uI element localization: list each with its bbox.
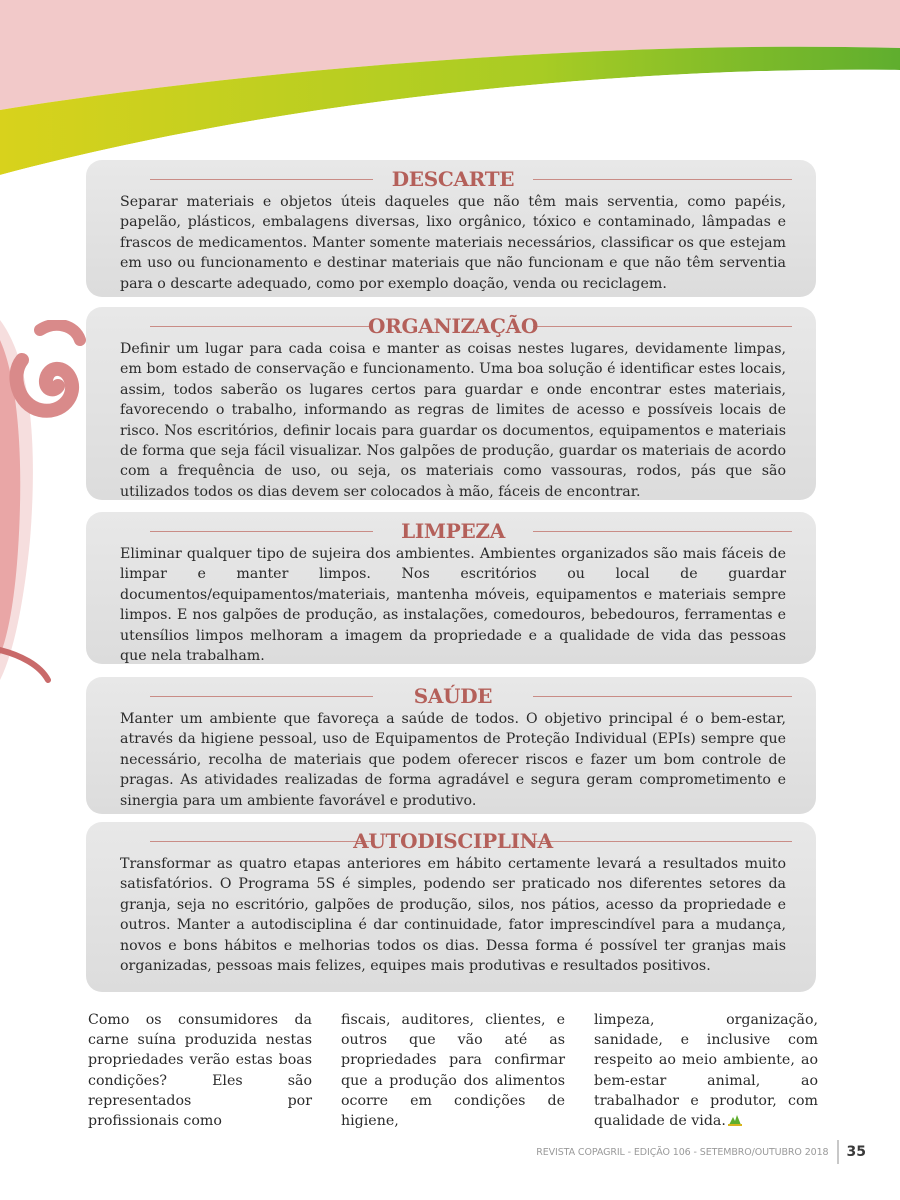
page-footer xyxy=(536,1139,866,1165)
section-title: SAÚDE xyxy=(413,684,493,708)
divider-line xyxy=(533,841,792,842)
end-mark-icon xyxy=(728,1114,742,1126)
section-text: Eliminar qualquer tipo de sujeira dos ambientes. Ambientes organizados são mais fáceis de limpar e manter limpos. Nos escritórios ou local de guardar documentos/equipamentos/materiais, mantenha móveis, equipamentos e materiais sempre limpos. E nos galpões de produção, as instalações, comedouros, bebedouros, ferramentas e utensílios limpos melhoram a imagem da propriedade e a qualidade de vida das pessoas que nela trabalham. xyxy=(120,546,786,665)
section-text: Manter um ambiente que favoreça a saúde de todos. O objetivo principal é o bem-estar, através da higiene pessoal, uso de Equipamentos de Proteção Individual (EPIs) sempre que necessário, recolha de materiais que podem oferecer riscos e fazer um bom controle de pragas. As atividades realizadas de forma agradável e segura geram comprometimento e sinergia para um ambiente favorável e produtivo. xyxy=(120,711,786,809)
divider-line xyxy=(150,841,373,842)
section-text: Definir um lugar para cada coisa e manter as coisas nestes lugares, devidamente limpas, em bom estado de conservação e funcionamento. Uma boa solução é identificar estes locais, assim, todos saberão os lugares certos para guardar e onde encontrar estes materiais, favorecendo o trabalho, informando as regras de limites de acesso e possíveis locais de risco. Nos escritórios, definir locais para guardar os documentos, equipamentos e materiais de forma que seja fácil visualizar. Nos galpões de produção, guardar os materiais de acordo com a frequência de uso, ou seja, os materiais como vassouras, rodos, pás que são utilizados todos os dias devem ser colocados à mão, fáceis de encontrar. xyxy=(120,341,786,500)
closing-column-3 xyxy=(594,1010,818,1130)
pig-tail-decoration xyxy=(0,320,90,720)
section-header xyxy=(120,313,786,339)
section-header xyxy=(120,828,786,854)
closing-column-2: fiscais, auditores, clientes, e outros que vão até as propriedades para confirmar que a produção dos alimentos ocorre em condições de higiene, xyxy=(341,1012,565,1130)
divider-line xyxy=(533,179,792,180)
divider-line xyxy=(150,531,373,532)
section-autodisciplina xyxy=(86,822,816,992)
section-title: LIMPEZA xyxy=(401,519,505,543)
divider-line xyxy=(533,531,792,532)
section-text: Separar materiais e objetos úteis daqueles que não têm mais serventia, como papéis, papelão, plásticos, embalagens diversas, lixo orgânico, tóxico e contaminado, lâmpadas e frascos de medicamentos. Manter somente materiais necessários, classificar os que estejam em uso ou funcionamento e destinar materiais que não funcionam e que não têm serventia para o descarte adequado, como por exemplo doação, venda ou reciclagem. xyxy=(120,194,786,292)
divider-line xyxy=(533,696,792,697)
section-organizacao xyxy=(86,307,816,500)
section-limpeza xyxy=(86,512,816,664)
section-saude xyxy=(86,677,816,814)
section-header xyxy=(120,518,786,544)
divider-line xyxy=(533,326,792,327)
footer-divider xyxy=(837,1140,839,1164)
section-title: DESCARTE xyxy=(391,167,515,191)
section-header xyxy=(120,683,786,709)
closing-column-1: Como os consumidores da carne suína produzida nestas propriedades verão estas boas condições? Eles são representados por profissionais como xyxy=(88,1012,312,1130)
section-descarte xyxy=(86,160,816,297)
divider-line xyxy=(150,326,373,327)
section-title: ORGANIZAÇÃO xyxy=(368,314,538,338)
page-number: 35 xyxy=(846,1144,866,1160)
closing-columns xyxy=(88,1010,818,1130)
publication-info: REVISTA COPAGRIL - EDIÇÃO 106 - SETEMBRO/OUTUBRO 2018 xyxy=(536,1146,829,1158)
section-title: AUTODISCIPLINA xyxy=(353,829,553,853)
section-text: Transformar as quatro etapas anteriores em hábito certamente levará a resultados muito satisfatórios. O Programa 5S é simples, podendo ser praticado nos diferentes setores da granja, seja no escritório, galpões de produção, silos, nos pátios, acesso da propriedade e outros. Manter a autodisciplina é dar continuidade, fator imprescindível para a mudança, novos e bons hábitos e melhorias todos os dias. Dessa forma é possível ter granjas mais organizadas, pessoas mais felizes, equipes mais produtivas e resultados positivos. xyxy=(120,856,786,975)
section-header xyxy=(120,166,786,192)
divider-line xyxy=(150,179,373,180)
divider-line xyxy=(150,696,373,697)
closing-column-3-text: limpeza, organização, sanidade, e inclusive com respeito ao meio ambiente, ao bem-estar animal, ao trabalhador e produtor, com qualidade de vida. xyxy=(594,1012,818,1130)
